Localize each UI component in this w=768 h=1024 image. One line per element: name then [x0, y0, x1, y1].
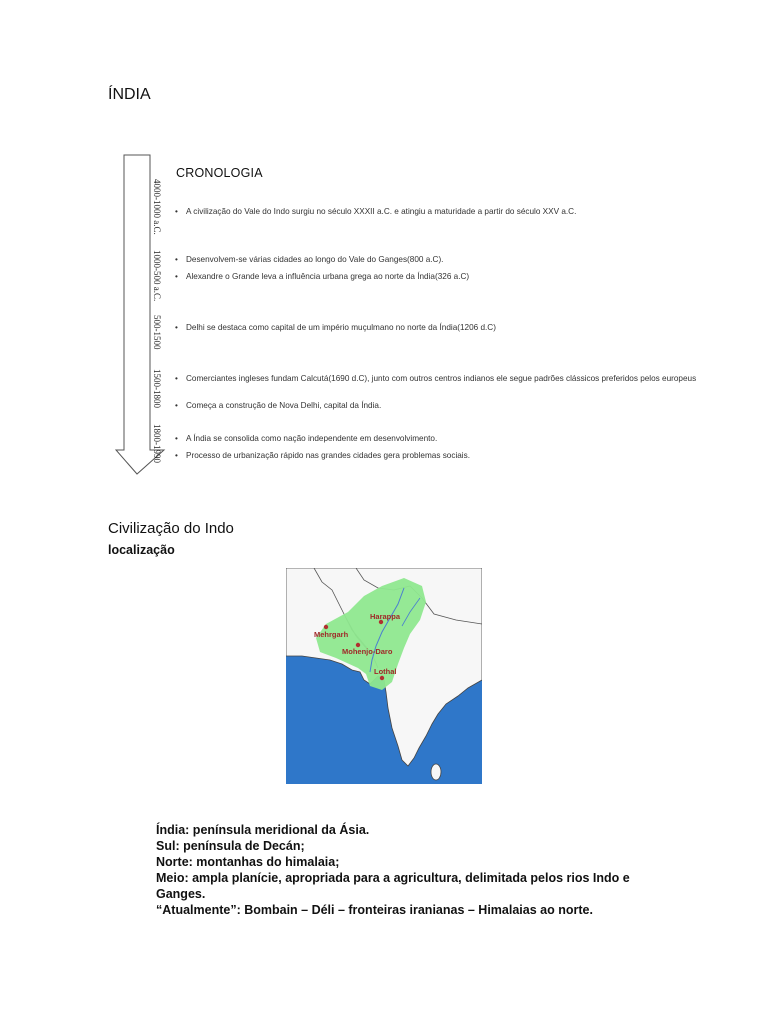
timeline-bullet: • A civilização do Vale do Indo surgiu no século XXXII a.C. e atingiu a maturidade a partir do século XXV a.C. — [175, 207, 577, 216]
timeline-bullet: • Alexandre o Grande leva a influência urbana grega ao norte da Índia(326 a.C) — [175, 272, 470, 281]
svg-text:Mohenjo-Daro: Mohenjo-Daro — [342, 647, 393, 656]
info-line: Norte: montanhas do himalaia; — [156, 855, 340, 869]
bullet-icon: • — [175, 272, 178, 281]
timeline-bullet: • A Índia se consolida como nação independente em desenvolvimento. — [175, 434, 438, 443]
timeline-period: 500-1500 — [152, 314, 162, 350]
timeline-bullet: • Começa a construção de Nova Delhi, capital da Índia. — [175, 401, 382, 410]
bullet-icon: • — [175, 374, 178, 383]
info-line: Índia: península meridional da Ásia. — [156, 823, 370, 837]
timeline-period: 4000-1000 a.C. — [152, 179, 162, 235]
indus-valley-map — [286, 568, 482, 784]
timeline-bullet: • Comerciantes ingleses fundam Calcutá(1690 d.C), junto com outros centros indianos ele segue padrões clássicos preferidos pelos europeus — [175, 374, 697, 383]
bullet-icon: • — [175, 434, 178, 443]
bullet-icon: • — [175, 401, 178, 410]
info-line: “Atualmente”: Bombain – Déli – fronteiras iranianas – Himalaias ao norte. — [156, 903, 593, 917]
timeline-bullet: • Desenvolvem-se várias cidades ao longo do Vale do Ganges(800 a.C). — [175, 255, 444, 264]
timeline-bullet: • Processo de urbanização rápido nas grandes cidades gera problemas sociais. — [175, 451, 470, 460]
timeline-period: 1800-1990 — [152, 423, 162, 463]
timeline-bullet: • Delhi se destaca como capital de um império muçulmano no norte da Índia(1206 d.C) — [175, 323, 496, 332]
bullet-icon: • — [175, 323, 178, 332]
info-block — [156, 822, 656, 918]
svg-text:Mehrgarh: Mehrgarh — [314, 630, 349, 639]
info-line: Sul: península de Decán; — [156, 839, 305, 853]
bullet-icon: • — [175, 207, 178, 216]
svg-text:Harappa: Harappa — [370, 612, 401, 621]
section-subtitle: localização — [108, 543, 175, 557]
section-title: Civilização do Indo — [108, 520, 234, 537]
bullet-icon: • — [175, 255, 178, 264]
page-title: ÍNDIA — [108, 86, 151, 103]
info-line: Meio: ampla planície, apropriada para a agricultura, delimitada pelos rios Indo e Ganges. — [156, 871, 630, 901]
timeline-period: 1000-500 a.C. — [152, 250, 162, 302]
svg-text:Lothal: Lothal — [374, 667, 397, 676]
timeline-heading: CRONOLOGIA — [176, 166, 263, 180]
timeline-period: 1500-1800 — [152, 368, 162, 408]
bullet-icon: • — [175, 451, 178, 460]
